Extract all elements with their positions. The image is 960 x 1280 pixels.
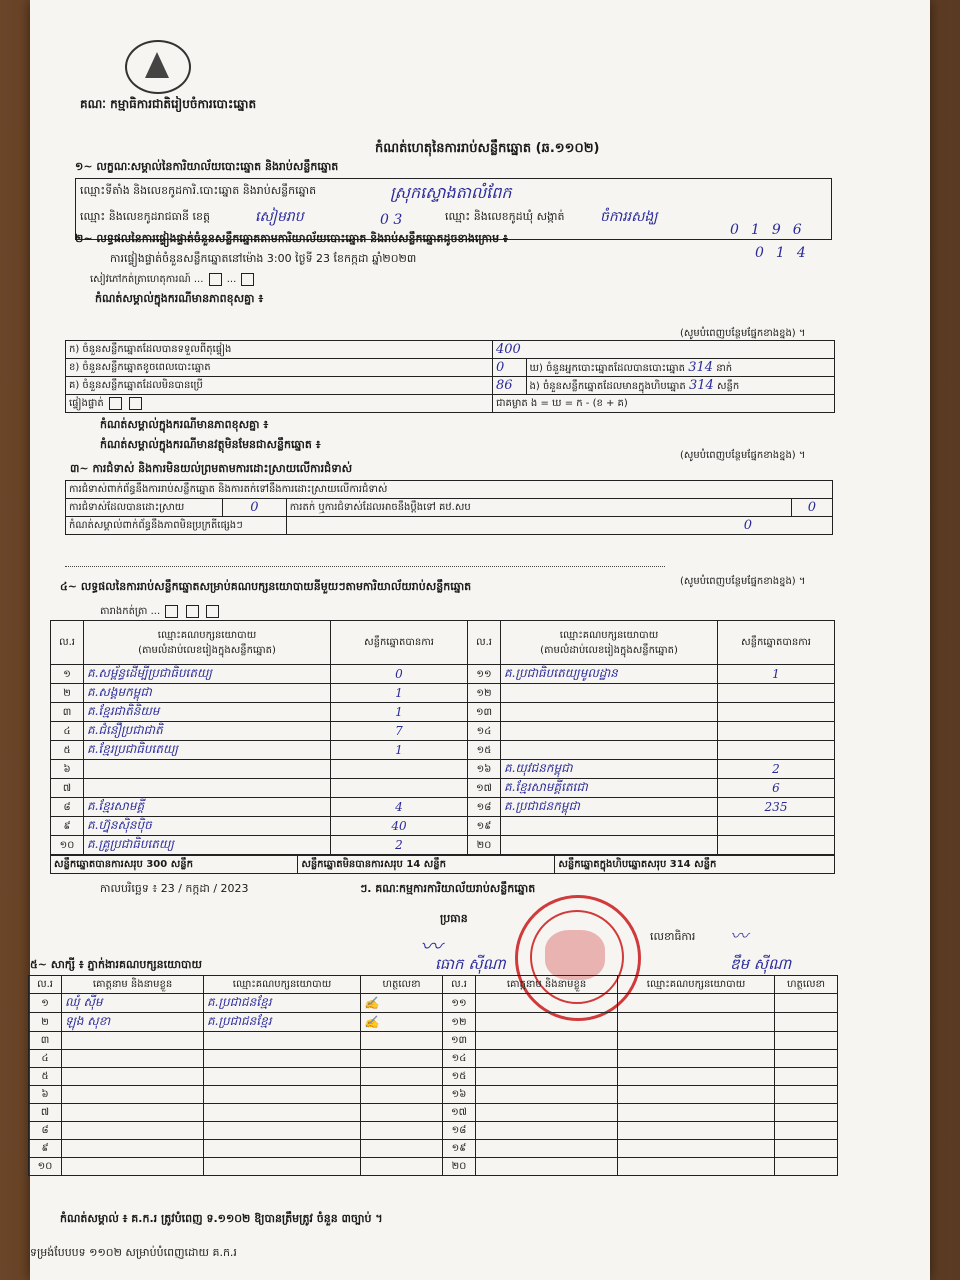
irregularity-label: កំណត់សម្គាល់ពាក់ព័ន្ធនឹងភាពមិនប្រក្រតីផ្សេងៗ — [66, 517, 287, 535]
section4-title: ៤~ លទ្ធផលនៃការរាប់សន្លឹកឆ្នោតសម្រាប់គណបក្សនយោបាយនីមួយៗតាមការិយាល័យរាប់សន្លឹកឆ្នោត — [60, 580, 472, 593]
party-name: គ.ខ្មែរប្រជាធិបតេយ្យ — [84, 741, 331, 760]
seal-emblem — [545, 930, 605, 980]
party-no: ៨ — [51, 798, 84, 817]
commune-value: ចំការរសង្ឃ — [600, 209, 658, 225]
witness-signature — [361, 1050, 443, 1068]
objection-row1: ការជំទាស់ពាក់ព័ន្ធនឹងការរាប់សន្លឹកឆ្នោត និងការតក់ទៅនឹងការដោះស្រាយលើការជំទាស់ — [66, 481, 833, 499]
witness-party — [204, 1158, 361, 1176]
party-no: ១០ — [51, 836, 84, 855]
party-results-table — [50, 620, 835, 855]
witness-no: ១២ — [443, 1013, 476, 1032]
party-name — [501, 836, 718, 855]
party-no: ១៨ — [468, 798, 501, 817]
witness-party — [204, 1122, 361, 1140]
col-votes-left: សន្លឹកឆ្នោតបានការ — [331, 621, 468, 665]
col-party-left: ឈ្មោះគណបក្សនយោបាយ (តាមលំដាប់លេខរៀងក្នុងសន្លឹកឆ្នោត) — [84, 621, 331, 665]
party-name — [501, 684, 718, 703]
party-row — [51, 817, 835, 836]
witness-party — [204, 1032, 361, 1050]
party-votes: 6 — [718, 779, 835, 798]
party-name: គ.ខ្មែរសាមគ្គី — [84, 798, 331, 817]
section3-title: ៣~ ការជំទាស់ និងការមិនយល់ព្រមតាមការដោះស្រាយលើការជំទាស់ — [70, 462, 353, 475]
party-votes: 235 — [718, 798, 835, 817]
witness-name — [62, 1122, 204, 1140]
witness-signature — [361, 1032, 443, 1050]
party-votes: 1 — [331, 703, 468, 722]
witness-name — [476, 1086, 618, 1104]
witness-name — [62, 1086, 204, 1104]
witness-name — [476, 1140, 618, 1158]
party-name: គ.ប្រជាជនកម្ពុជា — [501, 798, 718, 817]
witness-body — [29, 994, 838, 1176]
witness-name — [62, 1158, 204, 1176]
col-party-right: ឈ្មោះគណបក្សនយោបាយ (តាមលំដាប់លេខរៀងក្នុងសន្លឹកឆ្នោត) — [501, 621, 718, 665]
party-no: ១២ — [468, 684, 501, 703]
dotted-line — [65, 566, 665, 567]
form-code: ទម្រង់បែបបទ ១១០២ សម្រាប់បំពេញដោយ គ.ក.រ — [30, 1246, 237, 1259]
party-name: គ.យុវជនកម្ពុជា — [501, 760, 718, 779]
witness-signature — [775, 1068, 838, 1086]
witness-no: ៩ — [29, 1140, 62, 1158]
chair-name: ធោក ស៊ីណា — [435, 955, 506, 973]
witness-signature — [361, 1104, 443, 1122]
witness-signature — [361, 1140, 443, 1158]
witness-row — [29, 1140, 838, 1158]
witness-signature — [361, 1122, 443, 1140]
party-votes — [718, 722, 835, 741]
witness-name — [476, 1104, 618, 1122]
totals-row — [50, 855, 835, 874]
fill-hint-2: (សូមបំពេញបន្ថែមផ្នែកខាងខ្នង) ។ — [680, 450, 806, 461]
witness-party — [618, 1086, 775, 1104]
witness-party — [618, 1068, 775, 1086]
col-votes-right: សន្លឹកឆ្នោតបានការ — [718, 621, 835, 665]
secretary-title: លេខាធិការ — [650, 930, 696, 943]
party-votes: 1 — [718, 665, 835, 684]
witness-signature — [775, 1050, 838, 1068]
witness-signature — [775, 1122, 838, 1140]
chair-signature: 〰 — [420, 935, 443, 960]
party-name — [84, 779, 331, 798]
witness-name — [476, 994, 618, 1013]
witness-no: ១ — [29, 994, 62, 1013]
party-row — [51, 836, 835, 855]
party-row — [51, 703, 835, 722]
witness-name: ឈុំ ស៊ីម — [62, 994, 204, 1013]
witness-no: ៣ — [29, 1032, 62, 1050]
province-label: ឈ្មោះ និងលេខកូដរាជធានី ខេត្ត — [80, 210, 210, 223]
party-no: ១៣ — [468, 703, 501, 722]
witness-row — [29, 1158, 838, 1176]
party-name — [501, 703, 718, 722]
party-name: គ.សម្ព័ន្ធដើម្បីប្រជាធិបតេយ្យ — [84, 665, 331, 684]
witness-name — [476, 1158, 618, 1176]
party-name: គ.ខ្មែរជាតិនិយម — [84, 703, 331, 722]
party-no: ១៧ — [468, 779, 501, 798]
witness-party — [204, 1086, 361, 1104]
objection-appeal-value: 0 — [791, 499, 832, 517]
witness-name — [62, 1050, 204, 1068]
party-no: ១១ — [468, 665, 501, 684]
row-b-label: ខ) ចំនួនសន្លឹកឆ្នោតខូចពេលបោះឆ្នោត — [66, 359, 493, 377]
witness-name — [476, 1013, 618, 1032]
witness-row — [29, 1068, 838, 1086]
section2-title: ២~ លទ្ធផលនៃការផ្ទៀងផ្ទាត់ចំនួនសន្លឹកឆ្នោតតាមការិយាល័យបោះឆ្នោត និងរាប់សន្លឹកឆ្នោតដូចខាងក្រោម ៖ — [75, 232, 508, 245]
witness-signature — [775, 1013, 838, 1032]
party-votes: 2 — [331, 836, 468, 855]
party-no: ៧ — [51, 779, 84, 798]
witness-name — [62, 1104, 204, 1122]
witness-signature — [361, 1158, 443, 1176]
party-results-body — [51, 665, 835, 855]
party-votes — [331, 760, 468, 779]
witness-row — [29, 1013, 838, 1032]
committee-title: ៗ. គណៈកម្មការការិយាល័យរាប់សន្លឹកឆ្នោត — [360, 882, 536, 895]
party-no: ២០ — [468, 836, 501, 855]
witness-row — [29, 994, 838, 1013]
witness-no: ១៩ — [443, 1140, 476, 1158]
witness-name — [476, 1122, 618, 1140]
witness-party: គ.ប្រជាជនខ្មែរ — [204, 994, 361, 1013]
party-row — [51, 779, 835, 798]
total-invalid: សន្លឹកឆ្នោតមិនបានការសរុប 14 សន្លឹក — [298, 856, 555, 874]
party-votes — [331, 779, 468, 798]
party-no: ៤ — [51, 722, 84, 741]
w-col-name-left: គោត្តនាម និងនាមខ្លួន — [62, 976, 204, 994]
party-row — [51, 741, 835, 760]
location-label: ឈ្មោះទីតាំង និងលេខកូដការិ.បោះឆ្នោត និងរាប់សន្លឹកឆ្នោត — [80, 184, 317, 197]
province-code: 0 3 — [380, 212, 403, 228]
objection-table — [65, 480, 833, 535]
party-name: គ.ហ្វ៊ុនស៊ិនប៉ិច — [84, 817, 331, 836]
party-name — [501, 722, 718, 741]
party-row — [51, 665, 835, 684]
witness-no: ៨ — [29, 1122, 62, 1140]
party-no: ១៩ — [468, 817, 501, 836]
witness-no: ១៣ — [443, 1032, 476, 1050]
row-c-label: គ) ចំនួនសន្លឹកឆ្នោតដែលមិនបានប្រើ — [66, 377, 493, 395]
formula: ជាគម្លាត ង = ឃ = ក - (ខ + គ) — [493, 395, 835, 413]
witness-row — [29, 1122, 838, 1140]
secretary-signature: 〰 — [730, 926, 748, 947]
witness-no: ១១ — [443, 994, 476, 1013]
witness-no: ១៥ — [443, 1068, 476, 1086]
date-line: កាលបរិច្ឆេទ ៖ 23 / កក្កដា / 2023 — [100, 882, 249, 895]
witness-party — [618, 1032, 775, 1050]
party-votes: 7 — [331, 722, 468, 741]
witness-signature — [775, 994, 838, 1013]
time-line: ការផ្ទៀងផ្ទាត់ចំនួនសន្លឹកឆ្នោតនៅម៉ោង 3:00 ថ្ងៃទី 23 ខែកក្កដា ឆ្នាំ២០២៣ — [110, 252, 417, 265]
party-name: គ.ជំនឿប្រជាជាតិ — [84, 722, 331, 741]
witness-no: ១៧ — [443, 1104, 476, 1122]
witness-row — [29, 1104, 838, 1122]
row-d-label: ឃ) ចំនួនអ្នកបោះឆ្នោតដែលបានបោះឆ្នោត 314 នាក់ — [526, 359, 834, 377]
w-col-no-right: ល.រ — [443, 976, 476, 994]
witness-party — [618, 1158, 775, 1176]
witness-signature — [775, 1158, 838, 1176]
w-col-sign-left: ហត្ថលេខា — [361, 976, 443, 994]
objection-resolved-label: ការជំទាស់ដែលបានដោះស្រាយ — [66, 499, 223, 517]
witness-no: ១០ — [29, 1158, 62, 1176]
form-title: កំណត់ហេតុនៃការរាប់សន្លឹកឆ្នោត (ឆ.១១០២) — [375, 141, 600, 156]
witness-row — [29, 1032, 838, 1050]
chair-title: ប្រធាន — [440, 912, 468, 925]
witness-row — [29, 1050, 838, 1068]
code-top: 0196 — [730, 222, 814, 238]
party-votes — [718, 684, 835, 703]
party-row — [51, 684, 835, 703]
party-no: ១៥ — [468, 741, 501, 760]
party-no: ១៦ — [468, 760, 501, 779]
emblem-logo — [125, 40, 191, 94]
witness-party — [204, 1104, 361, 1122]
secretary-name: ឌឹម ស៊ីណា — [730, 955, 792, 973]
row-c-value: 86 — [493, 377, 527, 395]
total-valid: សន្លឹកឆ្នោតបានការសរុប 300 សន្លឹក — [51, 856, 298, 874]
party-votes: 4 — [331, 798, 468, 817]
witness-signature: ✍ — [361, 1013, 443, 1032]
party-no: ៩ — [51, 817, 84, 836]
w-col-name-right: គោត្តនាម និងនាមខ្លួន — [476, 976, 618, 994]
party-votes: 1 — [331, 741, 468, 760]
party-no: ១ — [51, 665, 84, 684]
party-votes — [718, 703, 835, 722]
party-name: គ.ខ្មែរសាមគ្គីតេជោ — [501, 779, 718, 798]
witness-signature — [775, 1032, 838, 1050]
row-a-value: 400 — [493, 341, 835, 359]
witness-name — [476, 1032, 618, 1050]
commune-label: ឈ្មោះ និងលេខកូដឃុំ សង្កាត់ — [445, 210, 565, 223]
party-no: ១៤ — [468, 722, 501, 741]
row-e-label: ង) ចំនួនសន្លឹកឆ្នោតដែលមានក្នុងហិបឆ្នោត 314 សន្លឹក — [526, 377, 834, 395]
objection-appeal-label: ការតក់ ឬការជំទាស់ដែលអាចនឹងប្តឹងទៅ គឋ.សប — [286, 499, 791, 517]
ballot-check-table — [65, 340, 835, 413]
w-col-party-right: ឈ្មោះគណបក្សនយោបាយ — [618, 976, 775, 994]
party-row — [51, 760, 835, 779]
note2: កំណត់សម្គាល់ក្នុងករណីមានវត្ថុមិនមែនជាសន្លឹកឆ្នោត ៖ — [100, 438, 321, 451]
witness-party — [204, 1068, 361, 1086]
witness-row — [29, 1086, 838, 1104]
section4-subtitle: តារាងកត់ត្រា ... — [100, 604, 221, 619]
witness-signature: ✍ — [361, 994, 443, 1013]
witness-signature — [775, 1140, 838, 1158]
witness-signature — [775, 1086, 838, 1104]
party-name — [84, 760, 331, 779]
section1-title: ១~ លក្ខណៈសម្គាល់នៃការិយាល័យបោះឆ្នោត និងរាប់សន្លឹកឆ្នោត — [75, 160, 339, 173]
difference-row: ផ្ទៀងផ្ទាត់ — [66, 395, 493, 413]
col-no-left: ល.រ — [51, 621, 84, 665]
witness-party — [618, 1140, 775, 1158]
party-no: ២ — [51, 684, 84, 703]
row-a-label: ក) ចំនួនសន្លឹកឆ្នោតដែលបានទទួលពីតុផ្ទៀង — [66, 341, 493, 359]
total-in-box: សន្លឹកឆ្នោតក្នុងហិបឆ្នោតសរុប 314 សន្លឹក — [555, 856, 835, 874]
code-bottom: 014 — [755, 245, 818, 261]
witness-party — [204, 1050, 361, 1068]
irregularity-value: 0 — [286, 517, 832, 535]
w-col-no-left: ល.រ — [29, 976, 62, 994]
party-votes: 1 — [331, 684, 468, 703]
intro-text: សៀវភៅកត់ត្រាហេតុការណ៍ ... ... — [90, 272, 256, 287]
witness-party — [618, 1050, 775, 1068]
witness-no: ១៤ — [443, 1050, 476, 1068]
party-votes — [718, 836, 835, 855]
footer-note: កំណត់សម្គាល់ ៖ គ.ក.រ ត្រូវបំពេញ ទ.១១០២ ឱ្យបានត្រឹមត្រូវ ចំនួន ៣ច្បាប់ ។ — [60, 1212, 383, 1225]
w-col-party-left: ឈ្មោះគណបក្សនយោបាយ — [204, 976, 361, 994]
party-votes: 40 — [331, 817, 468, 836]
fill-hint-1: (សូមបំពេញបន្ថែមផ្នែកខាងខ្នង) ។ — [680, 328, 806, 339]
party-name: គ.ប្រជាធិបតេយ្យមូលដ្ឋាន — [501, 665, 718, 684]
w-col-sign-right: ហត្ថលេខា — [775, 976, 838, 994]
witness-no: ៦ — [29, 1086, 62, 1104]
location-value: ស្រុកស្ទោងតាលំពែក — [390, 183, 512, 202]
witness-party — [618, 1013, 775, 1032]
witness-no: ២០ — [443, 1158, 476, 1176]
row-b-value: 0 — [493, 359, 527, 377]
province-value: សៀមរាប — [255, 209, 304, 225]
party-no: ៣ — [51, 703, 84, 722]
party-name — [501, 741, 718, 760]
party-row — [51, 798, 835, 817]
party-votes: 2 — [718, 760, 835, 779]
note1: កំណត់សម្គាល់ក្នុងករណីមានភាពខុសគ្នា ៖ — [95, 292, 264, 305]
witness-name — [476, 1050, 618, 1068]
witness-signature — [775, 1104, 838, 1122]
party-votes — [718, 741, 835, 760]
org-name: គណៈ កម្មាធិការជាតិរៀបចំការបោះឆ្នោត — [80, 97, 257, 111]
party-votes — [718, 817, 835, 836]
section5-title: ៥~ សាក្សី ៖ ភ្នាក់ងារគណបក្សនយោបាយ — [30, 958, 203, 971]
witness-no: ១៨ — [443, 1122, 476, 1140]
fill-hint-3: (សូមបំពេញបន្ថែមផ្នែកខាងខ្នង) ។ — [680, 576, 806, 587]
party-row — [51, 722, 835, 741]
party-no: ៥ — [51, 741, 84, 760]
witness-table — [28, 975, 838, 1176]
witness-name — [62, 1032, 204, 1050]
witness-no: ៥ — [29, 1068, 62, 1086]
note-diff: កំណត់សម្គាល់ក្នុងករណីមានភាពខុសគ្នា ៖ — [100, 418, 269, 431]
witness-signature — [361, 1068, 443, 1086]
witness-no: ២ — [29, 1013, 62, 1032]
party-name — [501, 817, 718, 836]
witness-name: ឡុង សុខា — [62, 1013, 204, 1032]
party-name: គ.គ្រូប្រជាធិបតេយ្យ — [84, 836, 331, 855]
witness-party — [618, 1122, 775, 1140]
party-votes: 0 — [331, 665, 468, 684]
witness-name — [62, 1068, 204, 1086]
witness-name — [62, 1140, 204, 1158]
witness-party — [618, 1104, 775, 1122]
witness-signature — [361, 1086, 443, 1104]
party-name: គ.សង្គមកម្ពុជា — [84, 684, 331, 703]
witness-party: គ.ប្រជាជនខ្មែរ — [204, 1013, 361, 1032]
witness-no: ៤ — [29, 1050, 62, 1068]
witness-party — [204, 1140, 361, 1158]
party-no: ៦ — [51, 760, 84, 779]
objection-resolved-value: 0 — [223, 499, 287, 517]
witness-no: ៧ — [29, 1104, 62, 1122]
witness-no: ១៦ — [443, 1086, 476, 1104]
witness-name — [476, 1068, 618, 1086]
witness-party — [618, 994, 775, 1013]
col-no-right: ល.រ — [468, 621, 501, 665]
